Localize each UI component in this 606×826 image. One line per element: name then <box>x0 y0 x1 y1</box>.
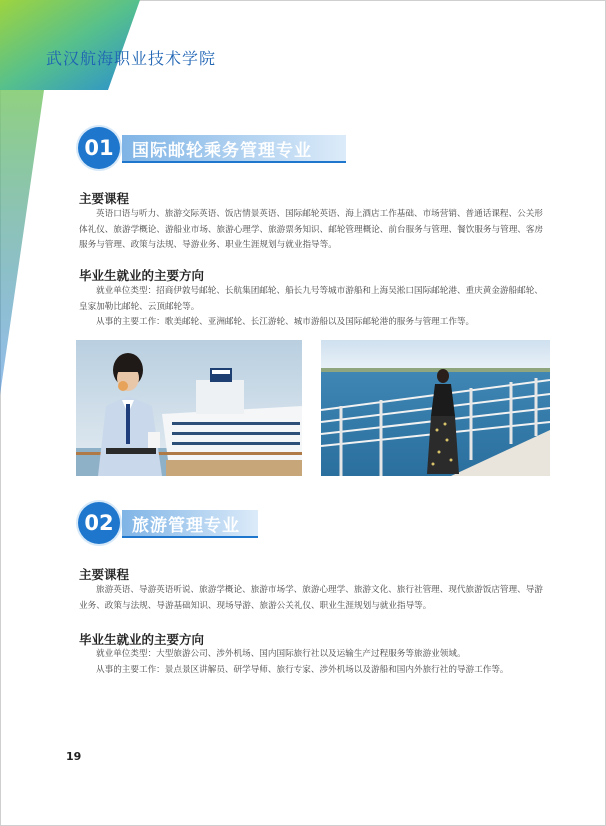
section-1-employment-heading: 毕业生就业的主要方向 <box>79 268 205 283</box>
section-2-employment-heading: 毕业生就业的主要方向 <box>79 632 205 647</box>
school-name: 武汉航海职业技术学院 <box>46 49 217 68</box>
section-2-employers-text: 就业单位类型：大型旅游公司、涉外机场、国内国际旅行社以及运输生产过程服务等旅游业领域。 <box>96 649 466 659</box>
section-2-title: 旅游管理专业 <box>132 516 240 536</box>
section-1-title: 国际邮轮乘务管理专业 <box>132 141 312 161</box>
section-1-work-text: 从事的主要工作：歌美邮轮、亚洲邮轮、长江游轮、城市游船以及国际邮轮港的服务与管理工作等。 <box>96 317 475 327</box>
section-2-courses-text: 旅游英语、导游英语听说、旅游学概论、旅游市场学、旅游心理学、旅游文化、旅行社管理、现代旅游饭店管理、导游业务、政策与法规、导游基础知识、现场导游、旅游公关礼仪、职业生涯规划与就业指导等。 <box>79 585 543 611</box>
section-1-employers-text: 就业单位类型：招商伊敦号邮轮、长航集团邮轮、船长九号等城市游船和上海吴淞口国际邮轮港、重庆黄金游船邮轮、皇家加勒比邮轮、云顶邮轮等。 <box>79 286 543 312</box>
cruise-crew-photo <box>76 340 302 476</box>
section-2-work-text: 从事的主要工作：景点景区讲解员、研学导师、旅行专家、涉外机场以及游船和国内外旅行社的导游工作等。 <box>96 665 509 675</box>
section-1-courses-text: 英语口语与听力、旅游交际英语、饭店情景英语、国际邮轮英语、海上酒店工作基础、市场营销、普通话课程、公关形体礼仪、旅游学概论、游船业市场、旅游心理学、旅游票务知识、邮轮管理概论、前台服务与管理、餐饮服务与管理、客房服务与管理、政策与法规、导游业务、职业生涯规划与就业指导等。 <box>79 209 544 250</box>
page-number: 19 <box>66 750 82 763</box>
section-2-courses-heading: 主要课程 <box>79 567 130 582</box>
section-2-number: 02 <box>78 502 120 544</box>
section-1-number: 01 <box>78 127 120 169</box>
section-1-courses-heading: 主要课程 <box>79 191 130 206</box>
sea-railing-photo <box>321 340 550 476</box>
